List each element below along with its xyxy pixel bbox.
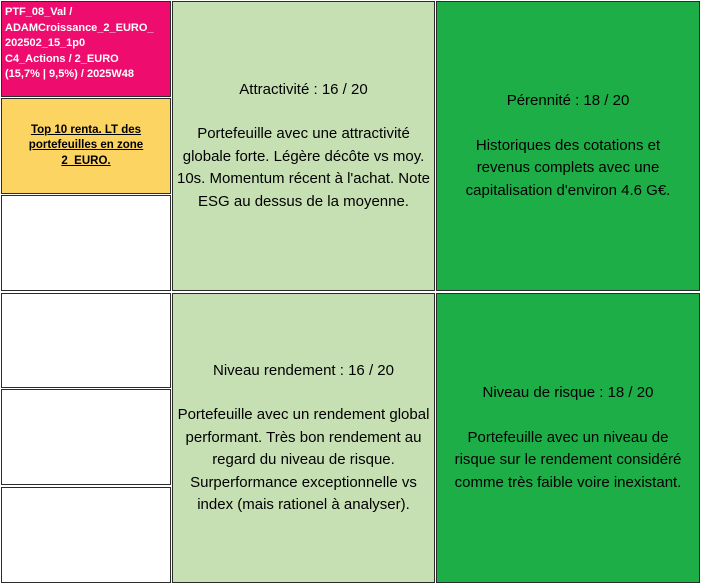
rendement-title: Niveau rendement : 16 / 20 <box>213 361 394 379</box>
ranking-cell <box>1 98 171 194</box>
rendement-text: Portefeuille avec un rendement global performant. Très bon rendement au regard du niveau de risque. Surperformance exceptionnelle vs index (mais rationel à analyser). <box>177 406 430 513</box>
attractivite-text: Portefeuille avec une attractivité globale forte. Légère décôte vs moy. 10s. Momentum récent à l'achat. Note ESG au dessus de la moyenne. <box>177 125 430 210</box>
portfolio-id-line: PTF_08_Val / <box>5 6 73 18</box>
perennite-cell <box>436 1 700 291</box>
portfolio-id-line: 202502_15_1p0 <box>5 37 86 49</box>
portfolio-id-card <box>1 1 171 97</box>
rendement-cell <box>172 293 435 583</box>
empty-cell <box>1 389 171 485</box>
attractivite-title: Attractivité : 16 / 20 <box>239 80 368 98</box>
perennite-title: Pérennité : 18 / 20 <box>506 92 630 109</box>
risque-text: Portefeuille avec un niveau de risque sur le rendement considéré comme très faible voire inexistant. <box>454 428 682 491</box>
risque-title: Niveau de risque : 18 / 20 <box>482 384 654 401</box>
empty-cell <box>1 293 171 388</box>
attractivite-cell <box>172 1 435 291</box>
empty-cell <box>1 195 171 291</box>
portfolio-id-line: C4_Actions / 2_EURO <box>5 52 119 65</box>
portfolio-id-line: ADAMCroissance_2_EURO_ <box>5 21 154 34</box>
ranking-link[interactable]: Top 10 renta. LT des portefeuilles en zone 2_EURO. <box>28 123 144 167</box>
risque-cell <box>436 293 700 583</box>
perennite-text: Historiques des cotations et revenus complets avec une capitalisation d'environ 4.6 G€. <box>465 136 671 199</box>
portfolio-id-line: (15,7% | 9,5%) / 2025W48 <box>5 68 135 80</box>
empty-cell <box>1 487 171 583</box>
